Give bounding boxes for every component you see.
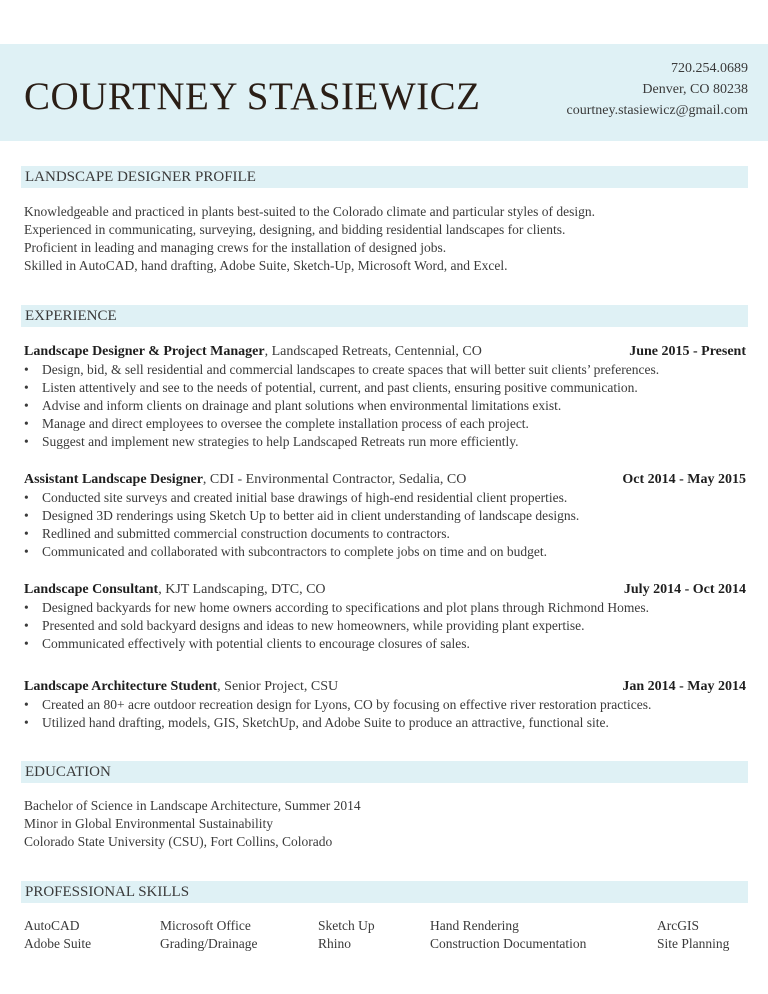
job-header: [24, 677, 746, 696]
education-line: Minor in Global Environmental Sustainability: [24, 816, 273, 831]
skills-column: [318, 917, 375, 953]
job-organization: , Senior Project, CSU: [217, 679, 339, 694]
job-bullet: • Communicated and collaborated with subcontractors to complete jobs on time and on budget.: [24, 543, 746, 561]
job-entry: [24, 580, 746, 653]
job-bullet: • Suggest and implement new strategies to help Landscaped Retreats run more efficiently.: [24, 433, 746, 451]
job-title: Landscape Designer & Project Manager: [24, 344, 265, 359]
education-line: Bachelor of Science in Landscape Architecture, Summer 2014: [24, 798, 361, 813]
job-entry: [24, 470, 746, 561]
job-bullets: [24, 696, 746, 732]
skills-heading: PROFESSIONAL SKILLS: [21, 881, 748, 903]
job-bullets: [24, 599, 746, 653]
job-header: [24, 580, 746, 599]
job-header: [24, 342, 746, 361]
profile-heading: LANDSCAPE DESIGNER PROFILE: [21, 166, 748, 188]
profile-line: Proficient in leading and managing crews for the installation of designed jobs.: [24, 240, 447, 255]
job-bullet: • Conducted site surveys and created initial base drawings of high-end residential client properties.: [24, 489, 746, 507]
skills-grid: [24, 917, 748, 957]
job-title: Landscape Architecture Student: [24, 679, 218, 694]
skill-item: AutoCAD: [24, 918, 80, 933]
job-dates: Oct 2014 - May 2015: [622, 472, 746, 487]
skill-item: Rhino: [318, 936, 352, 951]
job-dates: Jan 2014 - May 2014: [622, 679, 746, 694]
phone-number: 720.254.0689: [671, 61, 748, 76]
education-line: Colorado State University (CSU), Fort Collins, Colorado: [24, 834, 333, 849]
job-dates: July 2014 - Oct 2014: [623, 582, 746, 597]
skill-item: Construction Documentation: [430, 936, 587, 951]
profile-line: Knowledgeable and practiced in plants best-suited to the Colorado climate and particular styles of design.: [24, 204, 595, 219]
job-organization: , KJT Landscaping, DTC, CO: [158, 582, 326, 597]
education-text: [24, 797, 750, 851]
experience-heading: EXPERIENCE: [21, 305, 748, 327]
job-entry: [24, 677, 746, 732]
skill-item: ArcGIS: [657, 918, 699, 933]
skill-item: Hand Rendering: [430, 918, 519, 933]
job-bullet: • Listen attentively and see to the needs of potential, current, and past clients, ensuring positive communication.: [24, 379, 746, 397]
profile-text: [24, 203, 750, 275]
email-address: courtney.stasiewicz@gmail.com: [566, 103, 748, 118]
skills-column: [657, 917, 729, 953]
job-bullet: • Designed backyards for new home owners according to specifications and plot plans through Richmond Homes.: [24, 599, 746, 617]
candidate-name: COURTNEY STASIEWICZ: [24, 75, 481, 118]
job-bullet: • Utilized hand drafting, models, GIS, SketchUp, and Adobe Suite to produce an attractive, functional site.: [24, 714, 746, 732]
skill-item: Microsoft Office: [160, 918, 251, 933]
location: Denver, CO 80238: [642, 82, 748, 97]
job-dates: June 2015 - Present: [629, 344, 746, 359]
job-bullet: • Advise and inform clients on drainage and plant solutions when environmental limitations exist.: [24, 397, 746, 415]
job-bullets: [24, 361, 746, 451]
job-organization: , Landscaped Retreats, Centennial, CO: [264, 344, 482, 359]
job-bullet: • Presented and sold backyard designs and ideas to new homeowners, while providing plant expertise.: [24, 617, 746, 635]
job-bullets: [24, 489, 746, 561]
job-bullet: • Design, bid, & sell residential and commercial landscapes to create spaces that will better suit clients’ preferences.: [24, 361, 746, 379]
job-title: Landscape Consultant: [24, 582, 159, 597]
job-bullet: • Manage and direct employees to oversee the complete installation process of each project.: [24, 415, 746, 433]
skill-item: Grading/Drainage: [160, 936, 258, 951]
job-entry: [24, 342, 746, 451]
job-organization: , CDI - Environmental Contractor, Sedalia, CO: [202, 472, 467, 487]
skills-column: [160, 917, 257, 953]
job-bullet: • Redlined and submitted commercial construction documents to contractors.: [24, 525, 746, 543]
skills-column: [430, 917, 586, 953]
job-bullet: • Designed 3D renderings using Sketch Up to better aid in client understanding of landscape designs.: [24, 507, 746, 525]
education-heading: EDUCATION: [21, 761, 748, 783]
job-header: [24, 470, 746, 489]
skill-item: Adobe Suite: [24, 936, 92, 951]
resume-header: [0, 44, 768, 141]
job-bullet: • Communicated effectively with potential clients to encourage closures of sales.: [24, 635, 746, 653]
profile-line: Skilled in AutoCAD, hand drafting, Adobe Suite, Sketch-Up, Microsoft Word, and Excel.: [24, 258, 508, 273]
job-title: Assistant Landscape Designer: [24, 472, 203, 487]
skill-item: Sketch Up: [318, 918, 375, 933]
skills-column: [24, 917, 91, 953]
job-bullet: • Created an 80+ acre outdoor recreation design for Lyons, CO by focusing on effective river restoration practices.: [24, 696, 746, 714]
contact-info: [567, 58, 748, 121]
skill-item: Site Planning: [657, 936, 730, 951]
profile-line: Experienced in communicating, surveying, designing, and bidding residential landscapes for clients.: [24, 222, 566, 237]
